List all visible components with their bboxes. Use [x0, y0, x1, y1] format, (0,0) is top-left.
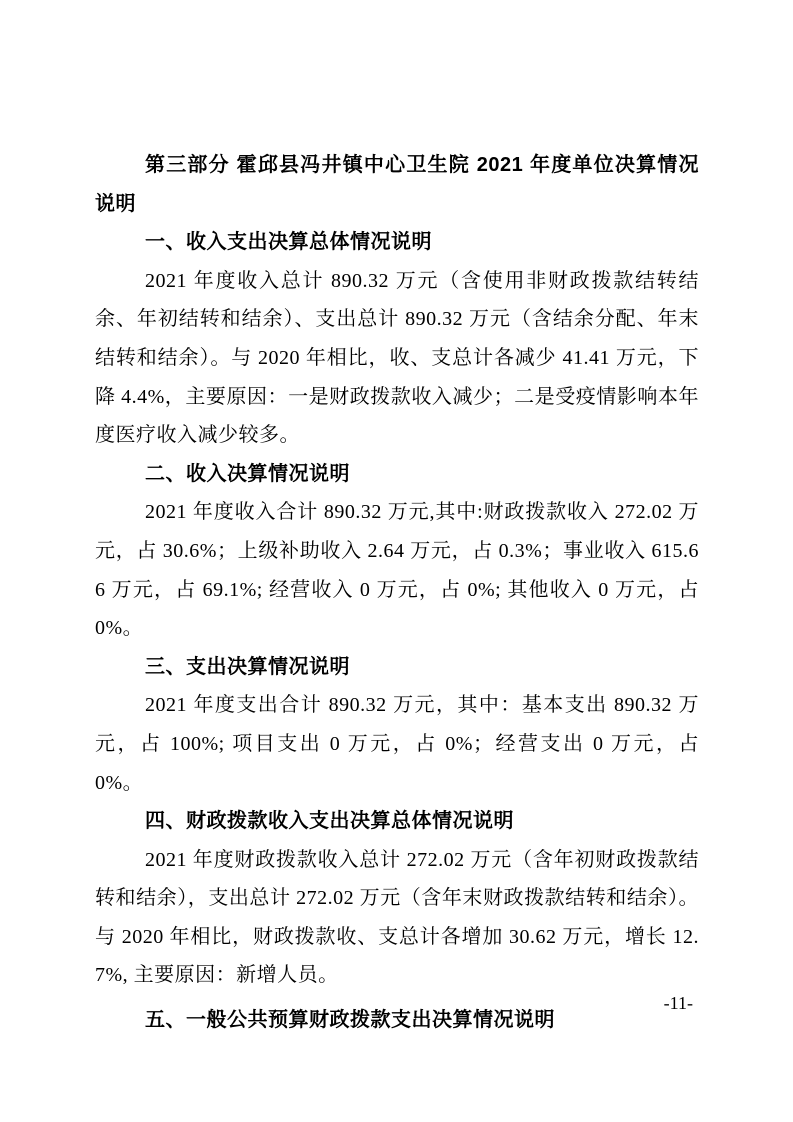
section-5-heading: 五、一般公共预算财政拨款支出决算情况说明	[145, 1009, 555, 1032]
section-1-heading: 一、收入支出决算总体情况说明	[145, 231, 432, 254]
section-2-paragraph: 2021 年度收入合计 890.32 万元,其中:财政拨款收入 272.02 万元，占 30.6%；上级补助收入 2.64 万元，占 0.3%；事业收入 615.66 万元，占 69.1%; 经营收入 0 万元，占 0%; 其他收入 0 万元，占 0%。	[95, 501, 699, 640]
section-4-heading: 四、财政拨款收入支出决算总体情况说明	[145, 810, 514, 833]
document-content	[95, 146, 699, 1040]
section-4-paragraph: 2021 年度财政拨款收入总计 272.02 万元（含年初财政拨款结转和结余），支出总计 272.02 万元（含年末财政拨款结转和结余）。与 2020 年相比，财政拨款收、支总计各增加 30.62 万元，增长 12.7%, 主要原因：新增人员。	[95, 848, 699, 987]
section-1-paragraph: 2021 年度收入总计 890.32 万元（含使用非财政拨款结转结余、年初结转和结余）、支出总计 890.32 万元（含结余分配、年末结转和结余）。与 2020 年相比，收、支总计各减少 41.41 万元，下降 4.4%，主要原因：一是财政拨款收入减少；二是受疫情影响本年度医疗收入减少较多。	[95, 269, 699, 447]
section-2-heading: 二、收入决算情况说明	[145, 462, 350, 485]
page-number: -11-	[663, 993, 693, 1013]
document-title: 第三部分 霍邱县冯井镇中心卫生院 2021 年度单位决算情况说明	[95, 154, 699, 215]
section-3-paragraph: 2021 年度支出合计 890.32 万元，其中：基本支出 890.32 万元，占 100%; 项目支出 0 万元，占 0%；经营支出 0 万元，占 0%。	[95, 694, 699, 794]
section-3-heading: 三、支出决算情况说明	[145, 655, 350, 678]
